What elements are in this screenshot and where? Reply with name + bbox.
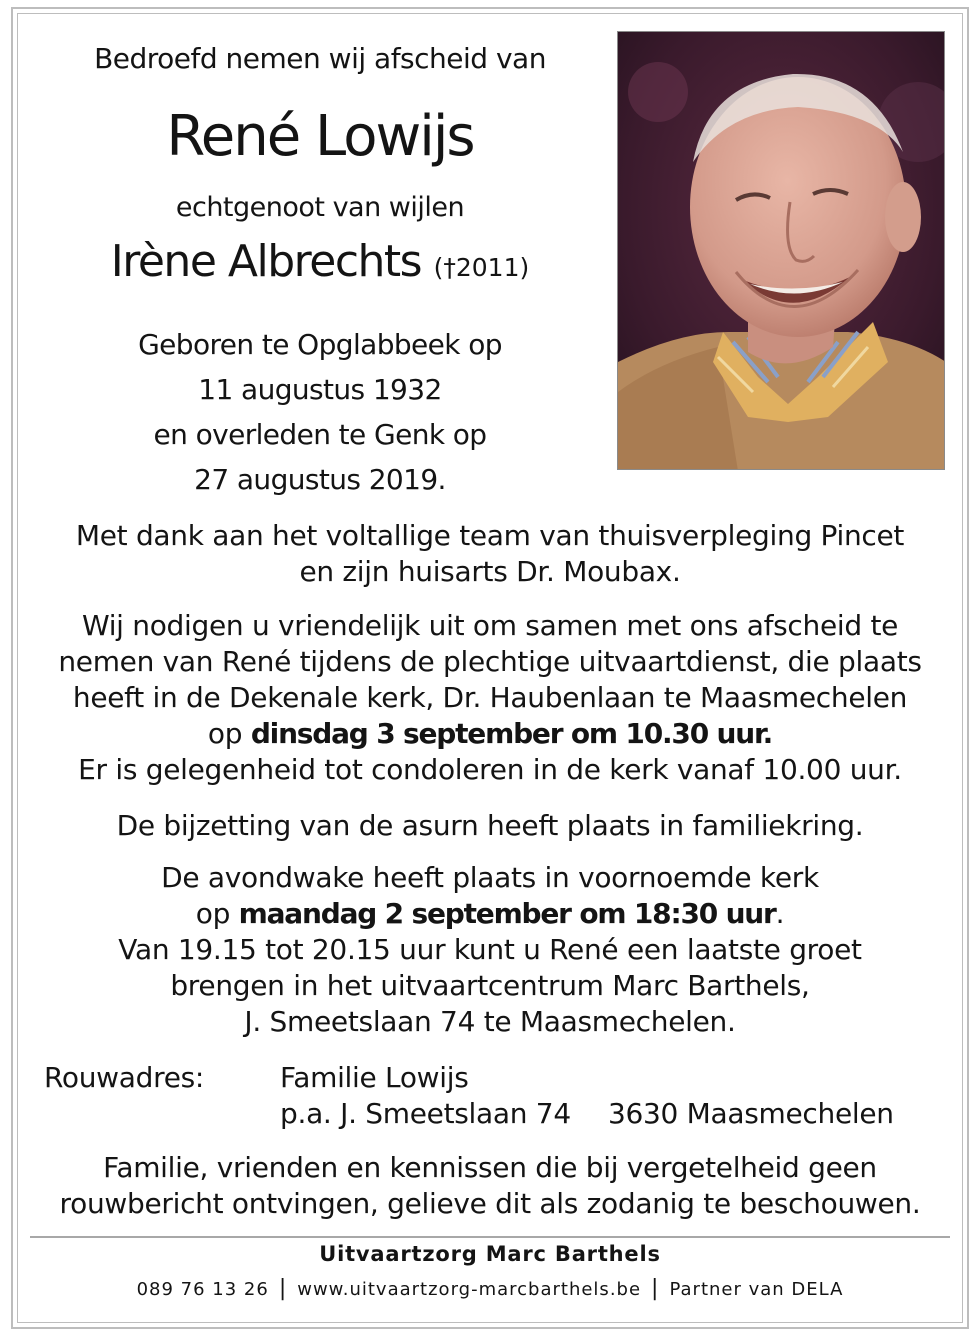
footer-phone: 089 76 13 26 [136,1279,269,1300]
mourning-address-label: Rouwadres: [44,1061,205,1094]
mourning-address-city: 3630 Maasmechelen [608,1097,894,1130]
thanks-paragraph [30,518,950,590]
funeral-date-line [30,716,950,752]
funeral-line: heeft in de Dekenale kerk, Dr. Haubenlaan te Maasmechelen [72,681,908,714]
funeral-line: Wij nodigen u vriendelijk uit om samen met ons afscheid te [81,609,899,642]
spouse-line [60,236,580,287]
footer-divider [30,1236,950,1238]
funeral-line: nemen van René tijdens de plechtige uitvaartdienst, die plaats [58,645,922,678]
footer-contact [30,1276,950,1301]
condolence-line: Er is gelegenheid tot condoleren in de kerk vanaf 10.00 uur. [78,753,902,786]
portrait-photo [617,31,945,470]
spouse-relation: echtgenoot van wijlen [175,192,465,223]
funeral-date-prefix: op [207,717,251,750]
spouse-death-year: (†2011) [433,253,530,282]
footer-partner: Partner van DELA [669,1279,844,1300]
closing-paragraph [30,1150,950,1222]
footer-website: www.uitvaartzorg-marcbarthels.be [297,1279,642,1300]
wake-date-prefix: op [195,897,239,930]
burial-paragraph [30,808,950,844]
mourning-address-name: Familie Lowijs [280,1061,469,1094]
footer-separator: | [651,1276,660,1301]
spouse-name: Irène Albrechts [110,236,422,287]
wake-line: Van 19.15 tot 20.15 uur kunt u René een laatste groet [118,933,862,966]
thanks-line: en zijn huisarts Dr. Moubax. [299,555,681,588]
wake-paragraph [30,860,950,1040]
funeral-date: dinsdag 3 september om 10.30 uur. [250,717,773,750]
bio-line: 27 augustus 2019. [194,463,446,496]
wake-line: De avondwake heeft plaats in voornoemde kerk [161,861,819,894]
thanks-line: Met dank aan het voltallige team van thuisverpleging Pincet [75,519,905,552]
funeral-home-name: Uitvaartzorg Marc Barthels [319,1242,661,1266]
wake-line: brengen in het uitvaartcentrum Marc Barthels, [170,969,810,1002]
intro-text: Bedroefd nemen wij afscheid van [94,42,546,75]
bio-line: Geboren te Opglabbeek op [138,328,502,361]
footer-separator: | [278,1276,288,1301]
wake-date: maandag 2 september om 18:30 uur [238,897,776,930]
closing-line: rouwbericht ontvingen, gelieve dit als zodanig te beschouwen. [59,1187,921,1220]
burial-line: De bijzetting van de asurn heeft plaats in familiekring. [116,809,864,842]
wake-date-line [30,896,950,932]
funeral-paragraph [30,608,950,788]
bio-line: en overleden te Genk op [153,418,487,451]
wake-line: J. Smeetslaan 74 te Maasmechelen. [244,1005,736,1038]
closing-line: Familie, vrienden en kennissen die bij vergetelheid geen [103,1151,877,1184]
deceased-name: René Lowijs [166,104,474,169]
wake-date-suffix: . [775,897,785,930]
mourning-address-street: p.a. J. Smeetslaan 74 [280,1097,571,1130]
biography [60,322,580,502]
bio-line: 11 augustus 1932 [198,373,442,406]
